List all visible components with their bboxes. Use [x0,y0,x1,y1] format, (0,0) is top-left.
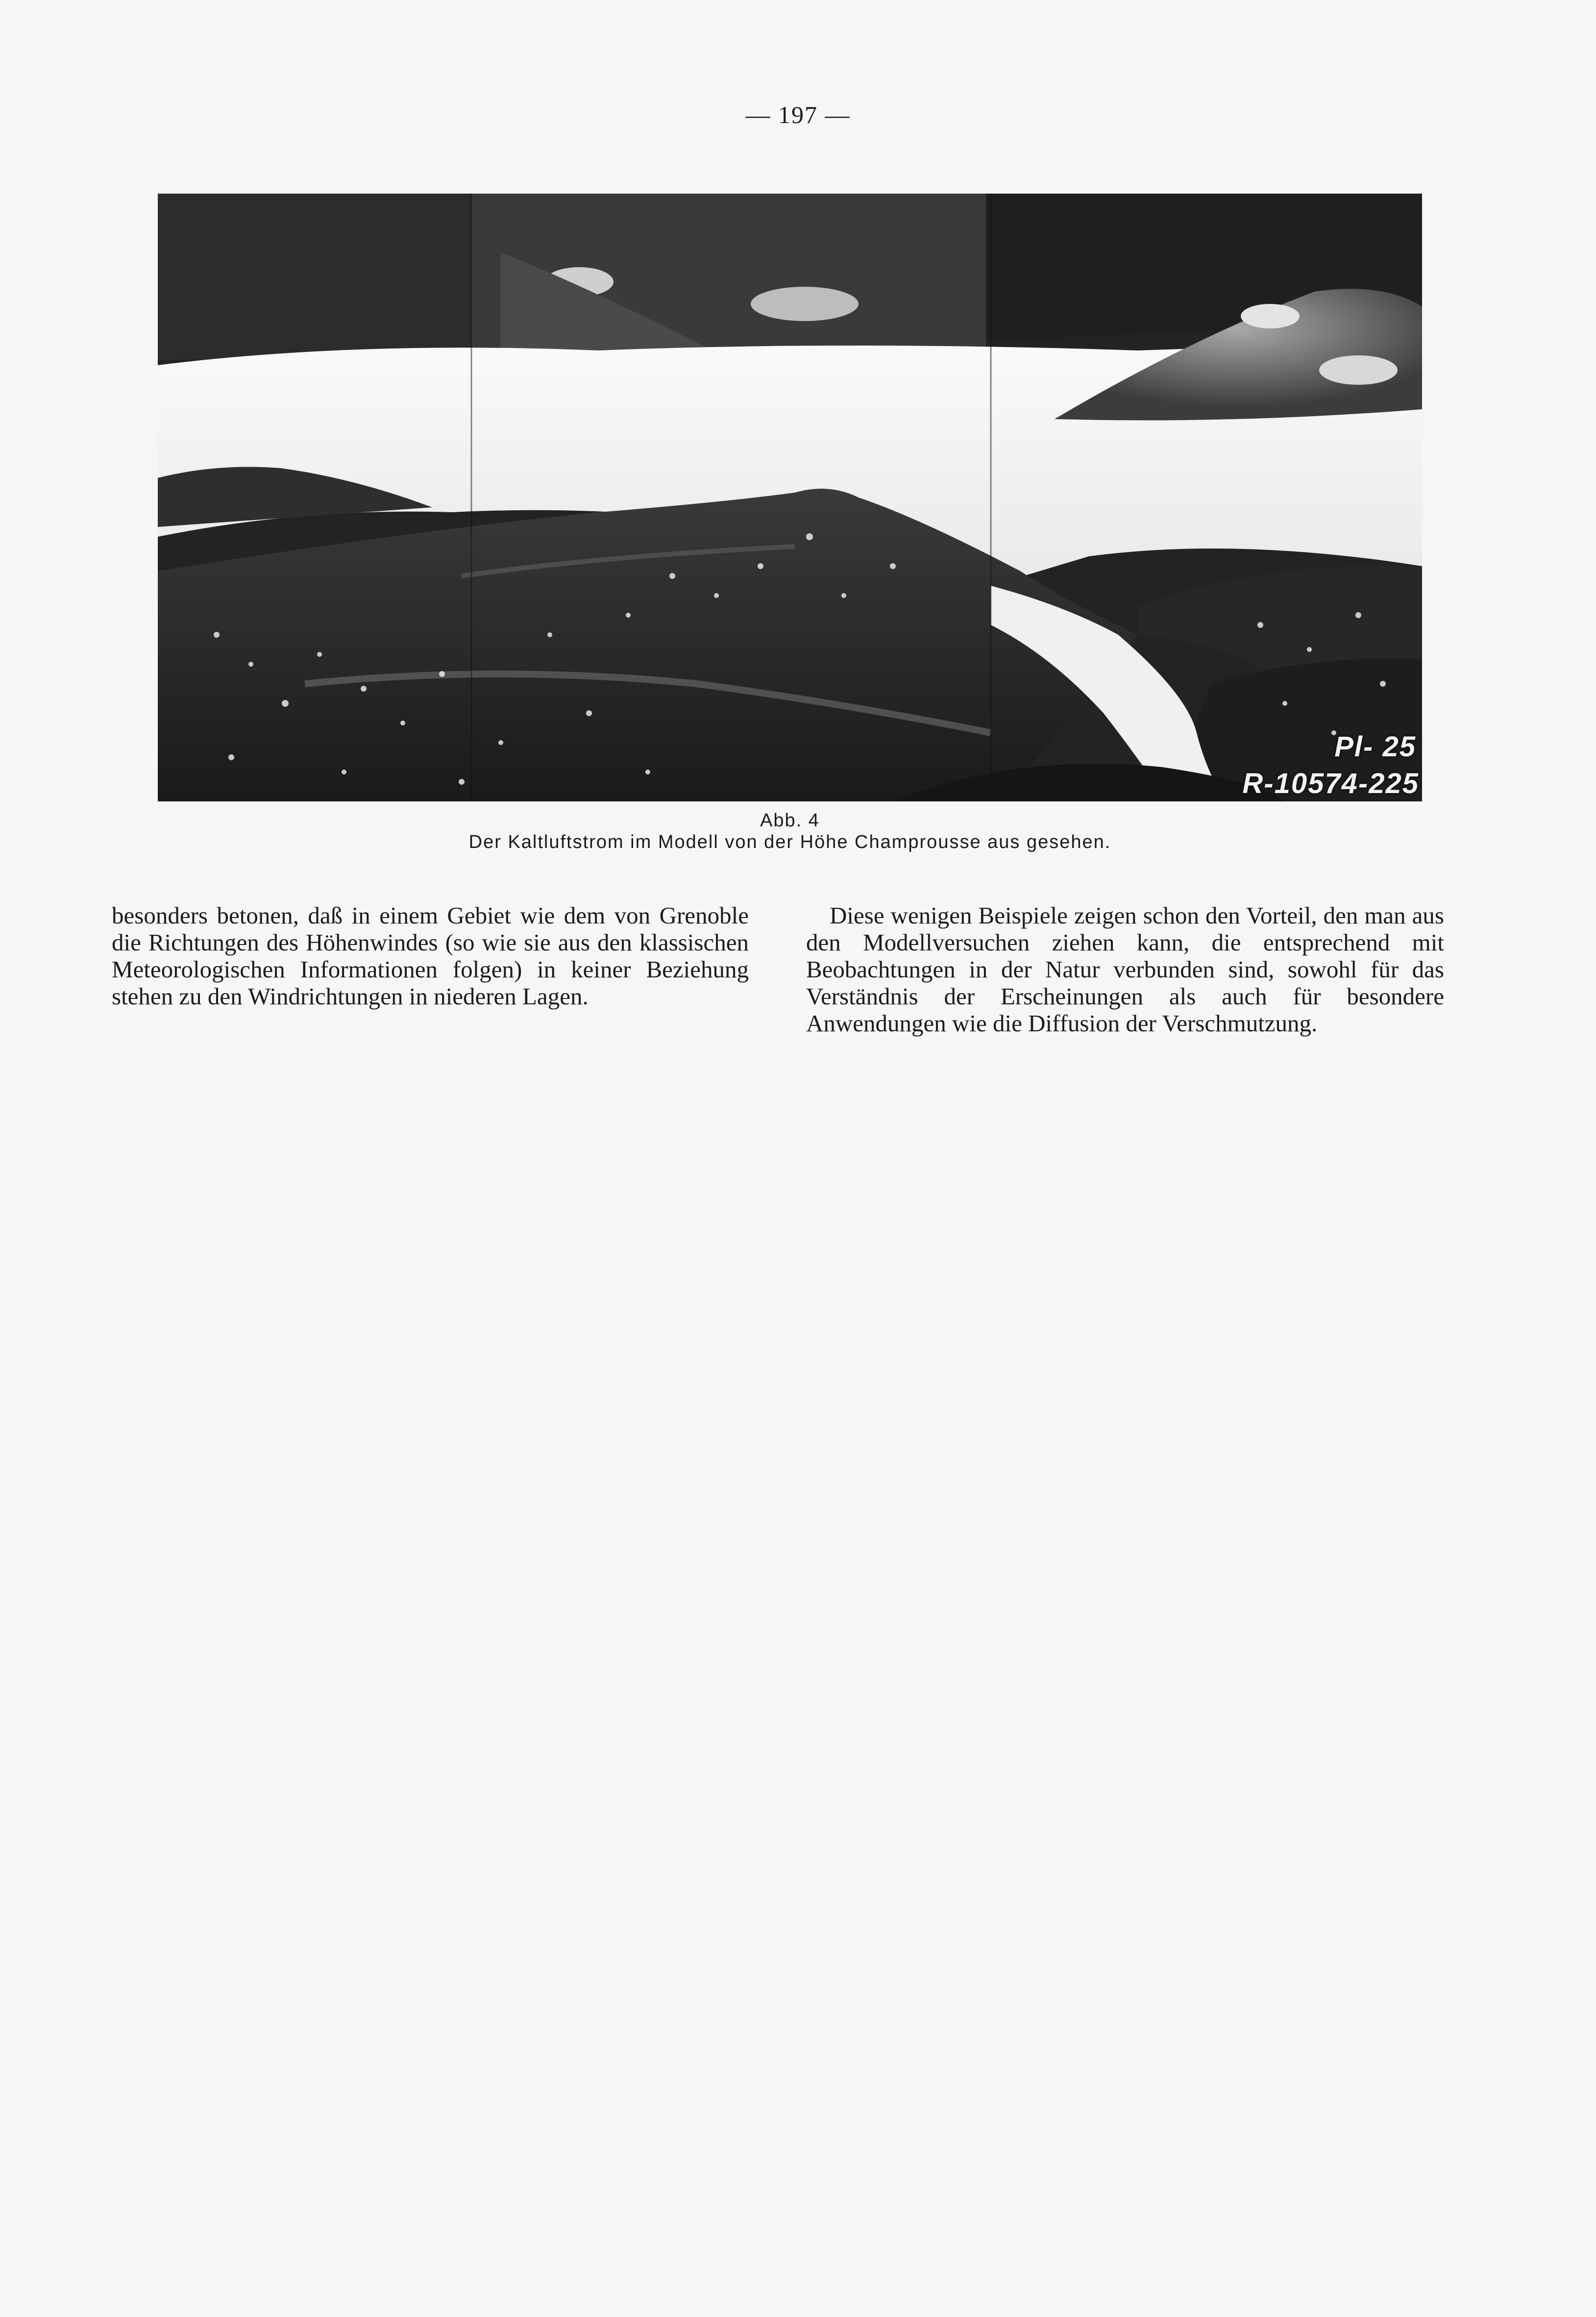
photo-stamp-plate: Pl- 25 [1334,731,1416,763]
caption-label: Abb. 4 [760,810,820,831]
photo-stamp-reference: R-10574-225 [1242,768,1419,799]
paragraph-right: Diese wenigen Beispiele zeigen schon den Vorteil, den man aus den Modellversuchen ziehen kann, die entsprechend mit Beobachtungen in der Natur verbunden sind, sowohl für das Verständnis der Erscheinungen als auch für besondere Anwendungen wie die Diffusion der Verschmutzung. [806,902,1444,1037]
page-number: — 197 — [745,101,851,128]
text-column-right [806,902,1444,1037]
figure-photo [158,194,1422,801]
text-column-left [112,902,749,1010]
figure-caption [158,810,1422,853]
landscape-model-photo [158,194,1422,801]
paragraph-left: besonders betonen, daß in einem Gebiet wie dem von Grenoble die Richtungen des Höhenwindes (so wie sie aus den klassischen Meteorologischen Informationen folgen) in keiner Beziehung stehen zu den Windrichtungen in niederen Lagen. [112,902,749,1010]
caption-text: Der Kaltluftstrom im Modell von der Höhe Champrousse aus gesehen. [468,832,1111,852]
